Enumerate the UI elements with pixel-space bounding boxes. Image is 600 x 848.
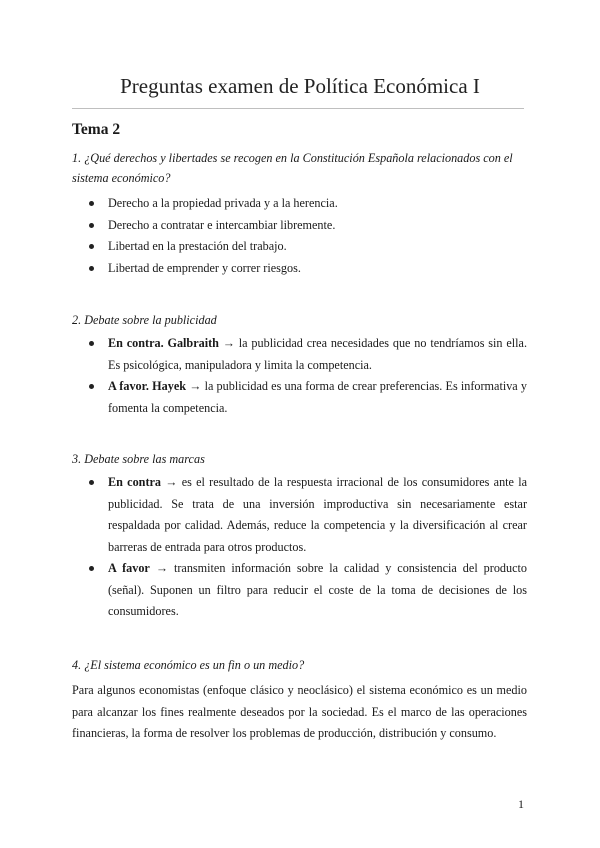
list-item: Libertad en la prestación del trabajo. xyxy=(72,236,527,258)
arrow: → xyxy=(149,561,174,575)
document-title: Preguntas examen de Política Económica I xyxy=(120,74,480,98)
list-item xyxy=(72,558,527,623)
question-1-list xyxy=(72,193,527,279)
item-text: es el resultado de la respuesta irracional de los consumidores ante la publicidad. Se trata de una inversión improductiva sin necesariamente estar respaldada por calidad. Además, reduce la competencia y la diversificación al crear barreras de entrada para otros productos. xyxy=(108,475,528,554)
question-1: 1. ¿Qué derechos y libertades se recogen en la Constitución Española relacionados con el sistema económico? xyxy=(72,151,513,185)
item-label: En contra. Galbraith xyxy=(108,336,219,350)
question-3: 3. Debate sobre las marcas xyxy=(72,452,205,466)
item-text: la publicidad crea necesidades que no tendríamos sin ella. Es psicológica, manipuladora y limita la competencia. xyxy=(108,336,528,372)
item-label: A favor xyxy=(108,561,150,575)
question-2-list xyxy=(72,333,527,419)
list-item: Derecho a contratar e intercambiar libremente. xyxy=(72,215,527,237)
list-item: Derecho a la propiedad privada y a la herencia. xyxy=(72,193,527,215)
arrow: → xyxy=(161,475,182,489)
page-number: 1 xyxy=(518,797,524,811)
question-4-answer: Para algunos economistas (enfoque clásico y neoclásico) el sistema económico es un medio para alcanzar los fines realmente deseados por la sociedad. Es el marco de las operaciones financieras, la forma de resolver los problemas de producción, distribución y consumo. xyxy=(72,683,527,740)
list-item xyxy=(72,472,527,558)
list-item: Libertad de emprender y correr riesgos. xyxy=(72,258,527,280)
question-3-list xyxy=(72,472,527,623)
section-heading: Tema 2 xyxy=(72,121,121,138)
arrow: → xyxy=(186,379,205,393)
question-2: 2. Debate sobre la publicidad xyxy=(72,313,217,327)
item-text: la publicidad es una forma de crear preferencias. Es informativa y fomenta la competencia. xyxy=(108,379,527,415)
arrow: → xyxy=(218,336,239,350)
title-divider xyxy=(72,108,524,109)
question-4: 4. ¿El sistema económico es un fin o un medio? xyxy=(72,658,305,672)
item-label: En contra xyxy=(108,475,162,489)
list-item xyxy=(72,376,527,419)
list-item xyxy=(72,333,527,376)
item-label: A favor. Hayek xyxy=(108,379,187,393)
item-text: transmiten información sobre la calidad y consistencia del producto (señal). Suponen un filtro para reducir el coste de la toma de decisiones de los consumidores. xyxy=(108,561,527,618)
